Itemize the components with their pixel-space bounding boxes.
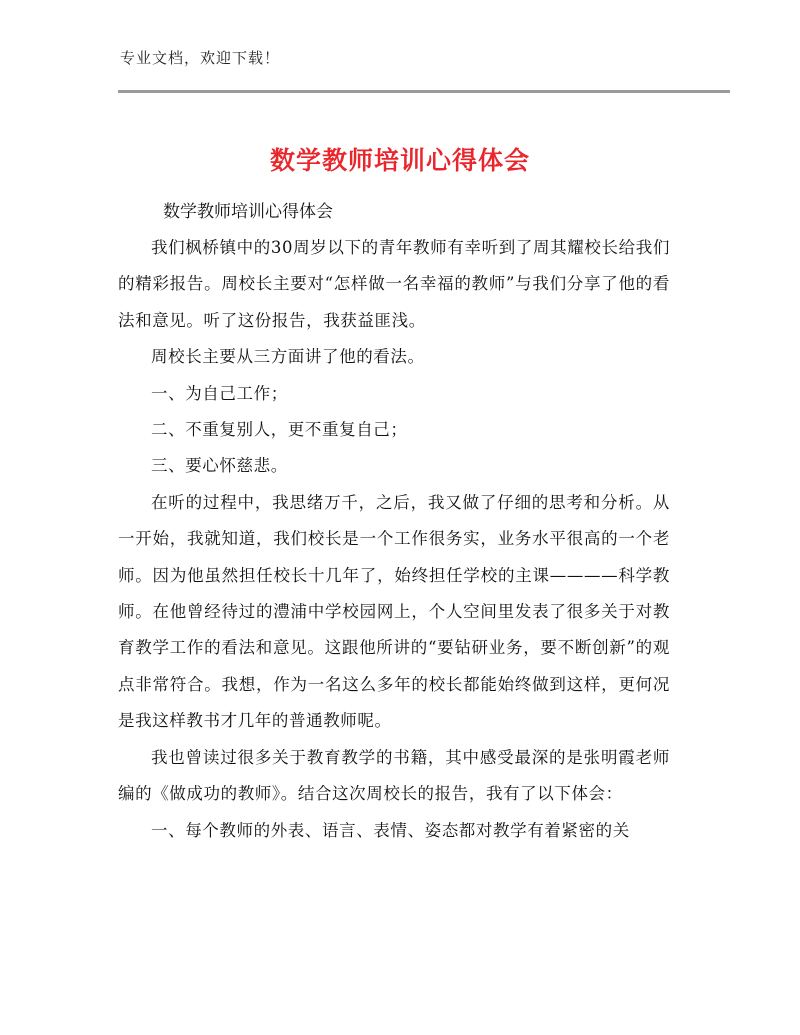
paragraph: 一、每个教师的外表、语言、表情、姿态都对教学有着紧密的关	[151, 820, 630, 840]
paragraph: 我也曾读过很多关于教育教学的书籍，其中感受最深的是张明霞老师编的《做成功的教师》。结合这次周校长的报告，我有了以下体会：	[118, 747, 670, 804]
header-divider	[118, 90, 730, 93]
document-title: 数学教师培训心得体会	[269, 146, 530, 175]
paragraph: 我们枫桥镇中的30周岁以下的青年教师有幸听到了周其耀校长给我们的精彩报告。周校长主要对“怎样做一名幸福的教师”与我们分享了他的看法和意见。听了这份报告，我获益匪浅。	[118, 238, 670, 330]
paragraph: 周校长主要从三方面讲了他的看法。	[151, 347, 425, 367]
paragraph: 一、为自己工作；	[151, 383, 288, 403]
page-header: 专业文档，欢迎下载！	[120, 49, 281, 67]
paragraph: 三、要心怀慈悲。	[151, 456, 288, 476]
document-body	[118, 230, 670, 849]
document-subtitle: 数学教师培训心得体会	[163, 202, 333, 222]
paragraph: 二、不重复别人，更不重复自己；	[151, 420, 408, 440]
paragraph: 在听的过程中，我思绪万千，之后，我又做了仔细的思考和分析。从一开始，我就知道，我们校长是一个工作很务实，业务水平很高的一个老师。因为他虽然担任校长十几年了，始终担任学校的主课————科学教师。在他曾经待过的澧浦中学校园网上，个人空间里发表了很多关于对教育教学工作的看法和意见。这跟他所讲的“要钻研业务，要不断创新”的观点非常符合。我想，作为一名这么多年的校长都能始终做到这样，更何况是我这样教书才几年的普通教师呢。	[118, 492, 670, 731]
